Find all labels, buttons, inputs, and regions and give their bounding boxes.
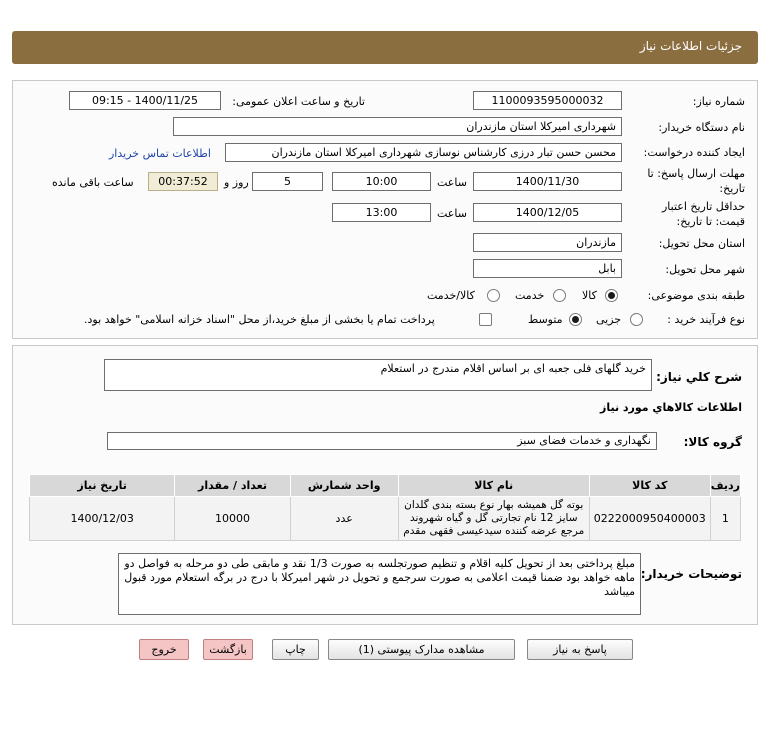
cell-row: 1 [710,497,740,541]
buyer-contact-link[interactable]: اطلاعات تماس خریدار [109,147,211,160]
col-header-row: ردیف [710,475,740,497]
table-row [30,497,741,541]
creator-field: محسن حسن تبار درزی کارشناس نوسازی شهرداری امیرکلا استان مازندران [225,143,622,162]
category-radio-service[interactable] [553,289,566,302]
treasury-payment-note: پرداخت تمام یا بخشی از مبلغ خرید،از محل "اسناد خزانه اسلامی" خواهد بود. [84,313,435,326]
price-validity-time-field: 13:00 [332,203,431,222]
price-validity-date-field: 1400/12/05 [473,203,622,222]
remaining-time-field: 00:37:52 [148,172,218,191]
col-header-code: کد کالا [589,475,710,497]
page-title: جزئیات اطلاعات نیاز [639,39,742,53]
cell-name: بوته گل همیشه بهار نوع بسته بندی گلدان سایز 12 نام تجارتی گل و گیاه شهروند مرجع عرضه کننده سیدعیسی فقهی مقدم [398,497,589,541]
col-header-unit: واحد شمارش [290,475,398,497]
process-radio-medium[interactable] [569,313,582,326]
summary-label: شرح کلي نياز: [656,370,742,384]
price-validity-label: حداقل تاریخ اعتبار قیمت: تا تاریخ: [661,200,745,228]
announce-datetime-field: 1400/11/25 - 09:15 [69,91,221,110]
buyer-notes-field: مبلغ پرداختی بعد از تحویل کلیه اقلام و تنظیم صورتجلسه به صورت 1/3 نقد و مابقی طی دو مرحله به فواصل دو ماهه خواهد بود ضمنا قیمت اعلامی به صورت سرجمع و تحویل در شهر امیرکلا با درج در برگه استعلام مورد قبول میباشد [118,553,641,615]
delivery-city-field: بابل [473,259,622,278]
process-type-label: نوع فرآیند خرید : [667,313,745,326]
cell-code: 0222000950400003 [589,497,710,541]
page-header [12,31,758,64]
col-header-qty: تعداد / مقدار [175,475,290,497]
reply-time-label: ساعت [437,176,467,189]
category-radio-goods[interactable] [605,289,618,302]
process-option-medium: متوسط [528,313,563,326]
need-number-field: 1100093595000032 [473,91,622,110]
category-option-goods-service: کالا/خدمت [427,289,475,302]
category-option-service: خدمت [515,289,545,302]
summary-field: خرید گلهای فلی جعبه ای بر اساس اقلام مندرج در استعلام [104,359,652,391]
cell-date: 1400/12/03 [30,497,175,541]
delivery-province-field: مازندران [473,233,622,252]
goods-section-title: اطلاعات کالاهاي مورد نياز [600,401,742,414]
attachments-button[interactable]: مشاهده مدارک پیوستی (1) [328,639,515,660]
treasury-payment-checkbox[interactable] [479,313,492,326]
buyer-notes-label: توضیحات خریدار: [640,567,742,581]
col-header-date: تاریخ نیاز [30,475,175,497]
items-table [29,474,741,541]
process-option-minor: جزیی [596,313,622,326]
table-header-row [30,475,741,497]
reply-date-field: 1400/11/30 [473,172,622,191]
price-validity-time-label: ساعت [437,207,467,220]
buyer-org-label: نام دستگاه خریدار: [658,121,745,134]
reply-days-label: روز و [224,176,249,189]
print-button[interactable]: چاپ [272,639,319,660]
cell-qty: 10000 [175,497,290,541]
announce-datetime-label: تاریخ و ساعت اعلان عمومی: [232,95,365,108]
reply-time-field: 10:00 [332,172,431,191]
category-label: طبقه بندی موضوعی: [647,289,745,302]
process-radio-minor[interactable] [630,313,643,326]
creator-label: ایجاد کننده درخواست: [643,146,745,159]
need-number-label: شماره نیاز: [692,95,745,108]
delivery-province-label: استان محل تحویل: [658,237,745,250]
col-header-name: نام کالا [398,475,589,497]
category-radio-goods-service[interactable] [487,289,500,302]
cell-unit: عدد [290,497,398,541]
buyer-org-field: شهرداری امیرکلا استان مازندران [173,117,622,136]
delivery-city-label: شهر محل تحویل: [665,263,745,276]
exit-button[interactable]: خروج [139,639,189,660]
remaining-time-label: ساعت باقی مانده [52,176,134,189]
reply-deadline-label: مهلت ارسال پاسخ: تا تاریخ: [647,167,745,195]
reply-days-field: 5 [252,172,323,191]
reply-button[interactable]: پاسخ به نیاز [527,639,633,660]
back-button[interactable]: بازگشت [203,639,253,660]
goods-group-field: نگهداری و خدمات فضای سبز [107,432,657,450]
category-option-goods: کالا [582,289,597,302]
goods-group-label: گروه کالا: [683,435,742,449]
